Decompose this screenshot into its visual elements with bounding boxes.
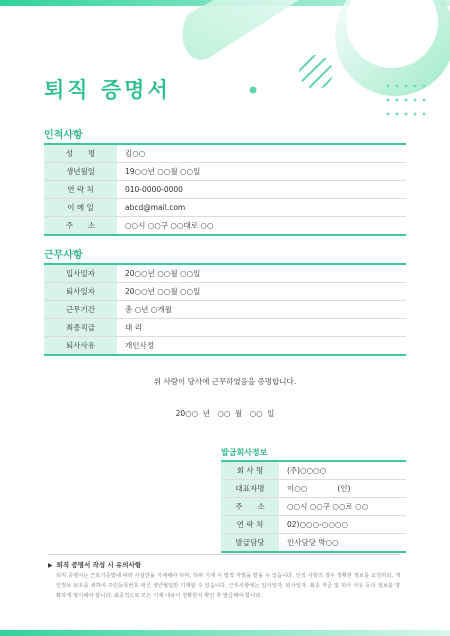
personal-section-heading: 인적사항 [44, 130, 83, 141]
certification-statement: 위 사람이 당사에 근무하였음을 증명합니다. [153, 377, 297, 386]
issuer-label: 발급담당 [221, 534, 279, 553]
email-value: abcd@mail.com [117, 199, 406, 217]
notes-body: 퇴직 증명서는 근로기준법에 따라 사실만을 기재해야 하며, 허위 기재 시 법적 처벌을 받을 수 있습니다. 인적 사항의 경우 정확한 정보를 요청하되, 개인정보 보호를 위하여 주민등록번호 대신 생년월일만 기재할 수 있습니다. 근무사항에는 입사일자, 퇴사일자, 최종 직급 및 퇴사 사유 등의 정보를 명확하게 명시해야 합니다. 최종적으로 모든 기재 내용이 정확한지 확인 후 발급해야 합니다. [56, 573, 400, 599]
table-row [44, 144, 406, 163]
leave-reason-label: 퇴사사유 [44, 337, 117, 356]
table-row [44, 337, 406, 356]
hire-date-label: 입사일자 [44, 264, 117, 283]
company-phone-label: 연 락 처 [221, 516, 279, 534]
employment-section-heading: 근무사항 [44, 250, 83, 261]
company-address-label: 주 소 [221, 498, 279, 516]
table-row [44, 163, 406, 181]
header-decoration [0, 0, 450, 130]
table-row [44, 283, 406, 301]
issuer-value: 인사담당 박○○ [279, 534, 406, 553]
table-row [221, 461, 406, 480]
company-address-value: ○○시 ○○구 ○○로 ○○ [279, 498, 406, 516]
table-row [221, 480, 406, 498]
page-title: 퇴직 증명서 [44, 78, 171, 102]
email-label: 이 메 일 [44, 199, 117, 217]
table-row [44, 301, 406, 319]
hire-date-value: 20○○년 ○○월 ○○일 [117, 264, 406, 283]
name-value: 김○○ [117, 144, 406, 163]
employment-info-table [44, 263, 406, 356]
phone-value: 010-0000-0000 [117, 181, 406, 199]
final-rank-label: 최종직급 [44, 319, 117, 337]
birthdate-label: 생년월일 [44, 163, 117, 181]
bottom-accent-bar [0, 630, 450, 636]
personal-info-table [44, 143, 406, 236]
company-phone-value: 02)○○○-○○○○ [279, 516, 406, 534]
address-value: ○○시 ○○구 ○○대로 ○○ [117, 217, 406, 236]
address-label: 주 소 [44, 217, 117, 236]
ceo-name-label: 대표자명 [221, 480, 279, 498]
table-row [44, 264, 406, 283]
name-label: 성 명 [44, 144, 117, 163]
leave-date-value: 20○○년 ○○월 ○○일 [117, 283, 406, 301]
issue-date: 20○○ 년 ○○ 월 ○○ 일 [175, 409, 275, 418]
leave-reason-value: 개인사정 [117, 337, 406, 356]
leave-date-label: 퇴사일자 [44, 283, 117, 301]
notes-section [48, 554, 400, 601]
deco-small-dot [250, 87, 257, 94]
tenure-value: 총 ○년 ○개월 [117, 301, 406, 319]
table-row [44, 199, 406, 217]
birthdate-value: 19○○년 ○○월 ○○일 [117, 163, 406, 181]
ceo-name-value: 이○○ (인) [279, 480, 406, 498]
company-section-heading: 발급회사정보 [221, 448, 268, 457]
company-info-table [221, 460, 406, 553]
table-row [44, 217, 406, 236]
notes-title: 퇴직 증명서 작성 시 유의사항 [56, 561, 142, 569]
company-name-value: (주)○○○○ [279, 461, 406, 480]
phone-label: 연 락 처 [44, 181, 117, 199]
table-row [221, 534, 406, 553]
table-row [221, 516, 406, 534]
final-rank-value: 대 리 [117, 319, 406, 337]
company-name-label: 회 사 명 [221, 461, 279, 480]
table-row [221, 498, 406, 516]
deco-pill-shape [182, 0, 330, 60]
triangle-bullet-icon: ▶ [48, 562, 53, 569]
tenure-label: 근무기간 [44, 301, 117, 319]
table-row [44, 181, 406, 199]
table-row [44, 319, 406, 337]
